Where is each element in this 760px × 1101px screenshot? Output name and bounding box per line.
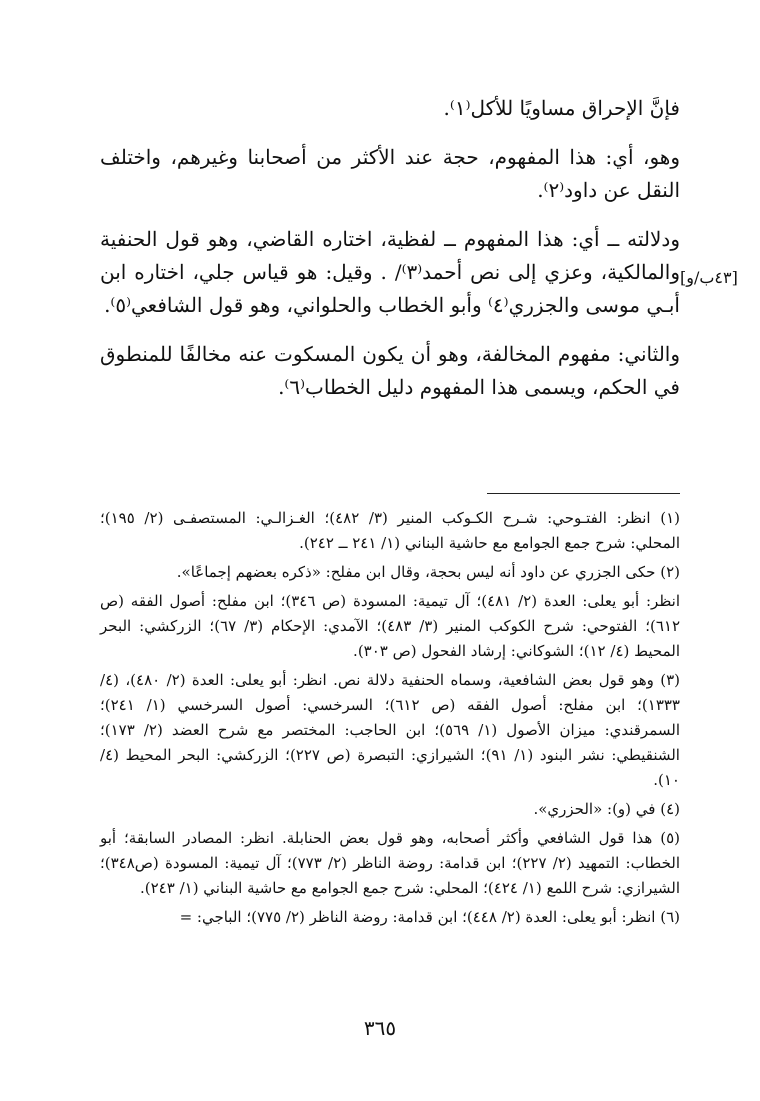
footnote-1: (١) انظر: الفتـوحي: شـرح الكـوكب المنير (٣/ ٤٨٢)؛ الغـزالـي: المستصفـى (٢/ ١٩٥)؛ المحلي: شرح جمع الجوامع مع حاشية البناني (١/ ٢٤١ ــ ٢٤٢).: [100, 509, 681, 552]
footnote-2-cont: انظر: أبو يعلى: العدة (٢/ ٤٨١)؛ آل تيمية: المسودة (ص ٣٤٦)؛ ابن مفلح: أصول الفقه (ص ٦١٢)؛ الفتوحي: شرح الكوكب المنير (٣/ ٤٨٣)؛ الآمدي: الإحكام (٣/ ٦٧)؛ الزركشي: البحر المحيط (٤/ ١٢)؛ الشوكاني: إرشاد الفحول (ص ٣٠٣).: [100, 592, 681, 660]
paragraph-4: والثاني: مفهوم المخالفة، وهو أن يكون المسكوت عنه مخالفًا للمنطوق في الحكم، ويسمى هذا المفهوم دليل الخطاب⁽٦⁾.: [100, 342, 680, 399]
footnote-3: (٣) وهو قول بعض الشافعية، وسماه الحنفية دلالة نص. انظر: أبو يعلى: العدة (٢/ ٤٨٠)، (٤/ ١٣٣٣)؛ ابن مفلح: أصول الفقه (ص ٦١٢)؛ السرخسي: أصول السرخسي (١/ ٢٤١)؛ السمرقندي: ميزان الأصول (١/ ٥٦٩)؛ ابن الحاجب: المختصر مع شرح العضد (٢/ ١٧٣)؛ الشنقيطي: نشر البنود (١/ ٩١)؛ الشيرازي: التبصرة (ص ٢٢٧)؛ الزركشي: البحر المحيط (٤/ ١٠).: [100, 671, 680, 789]
footnote-6: (٦) انظر: أبو يعلى: العدة (٢/ ٤٤٨)؛ ابن قدامة: روضة الناظر (٢/ ٧٧٥)؛ الباجي: =: [179, 908, 680, 926]
footnotes: [100, 506, 680, 934]
paragraph-1: فإنَّ الإحراق مساويًا للأكل⁽١⁾.: [443, 96, 680, 120]
manuscript-folio-note: [680, 268, 740, 287]
footnote-2: (٢) حكى الجزري عن داود أنه ليس بحجة، وقال ابن مفلح: «ذكره بعضهم إجماعًا».: [176, 563, 680, 581]
footnote-4: (٤) في (و): «الحزري».: [533, 800, 680, 818]
paragraph-3: ودلالته ــ أي: هذا المفهوم ــ لفظية، اختاره القاضي، وهو قول الحنفية والمالكية، وعزي إلى نص أحمد⁽٣⁾/ . وقيل: هو قياس جلي، اختاره ابن أبـي موسى والجزري⁽٤⁾ وأبو الخطاب والحلواني، وهو قول الشافعي⁽٥⁾.: [100, 227, 681, 317]
page-number: ٣٦٥: [363, 1016, 397, 1040]
margin-note-text: [٤٣ب/و]: [680, 268, 738, 287]
footnote-separator: [487, 493, 680, 494]
main-text: [100, 92, 680, 420]
footnote-5: (٥) هذا قول الشافعي وأكثر أصحابه، وهو قول بعض الحنابلة. انظر: المصادر السابقة؛ أبو الخطاب: التمهيد (٢/ ٢٢٧)؛ ابن قدامة: روضة الناظر (٢/ ٧٧٣)؛ آل تيمية: المسودة (ص٣٤٨)؛ الشيرازي: شرح اللمع (١/ ٤٢٤)؛ المحلي: شرح جمع الجوامع مع حاشية البناني (١/ ٢٤٣).: [100, 829, 681, 897]
paragraph-2: وهو، أي: هذا المفهوم، حجة عند الأكثر من أصحابنا وغيرهم، واختلف النقل عن داود⁽٢⁾.: [100, 145, 680, 202]
